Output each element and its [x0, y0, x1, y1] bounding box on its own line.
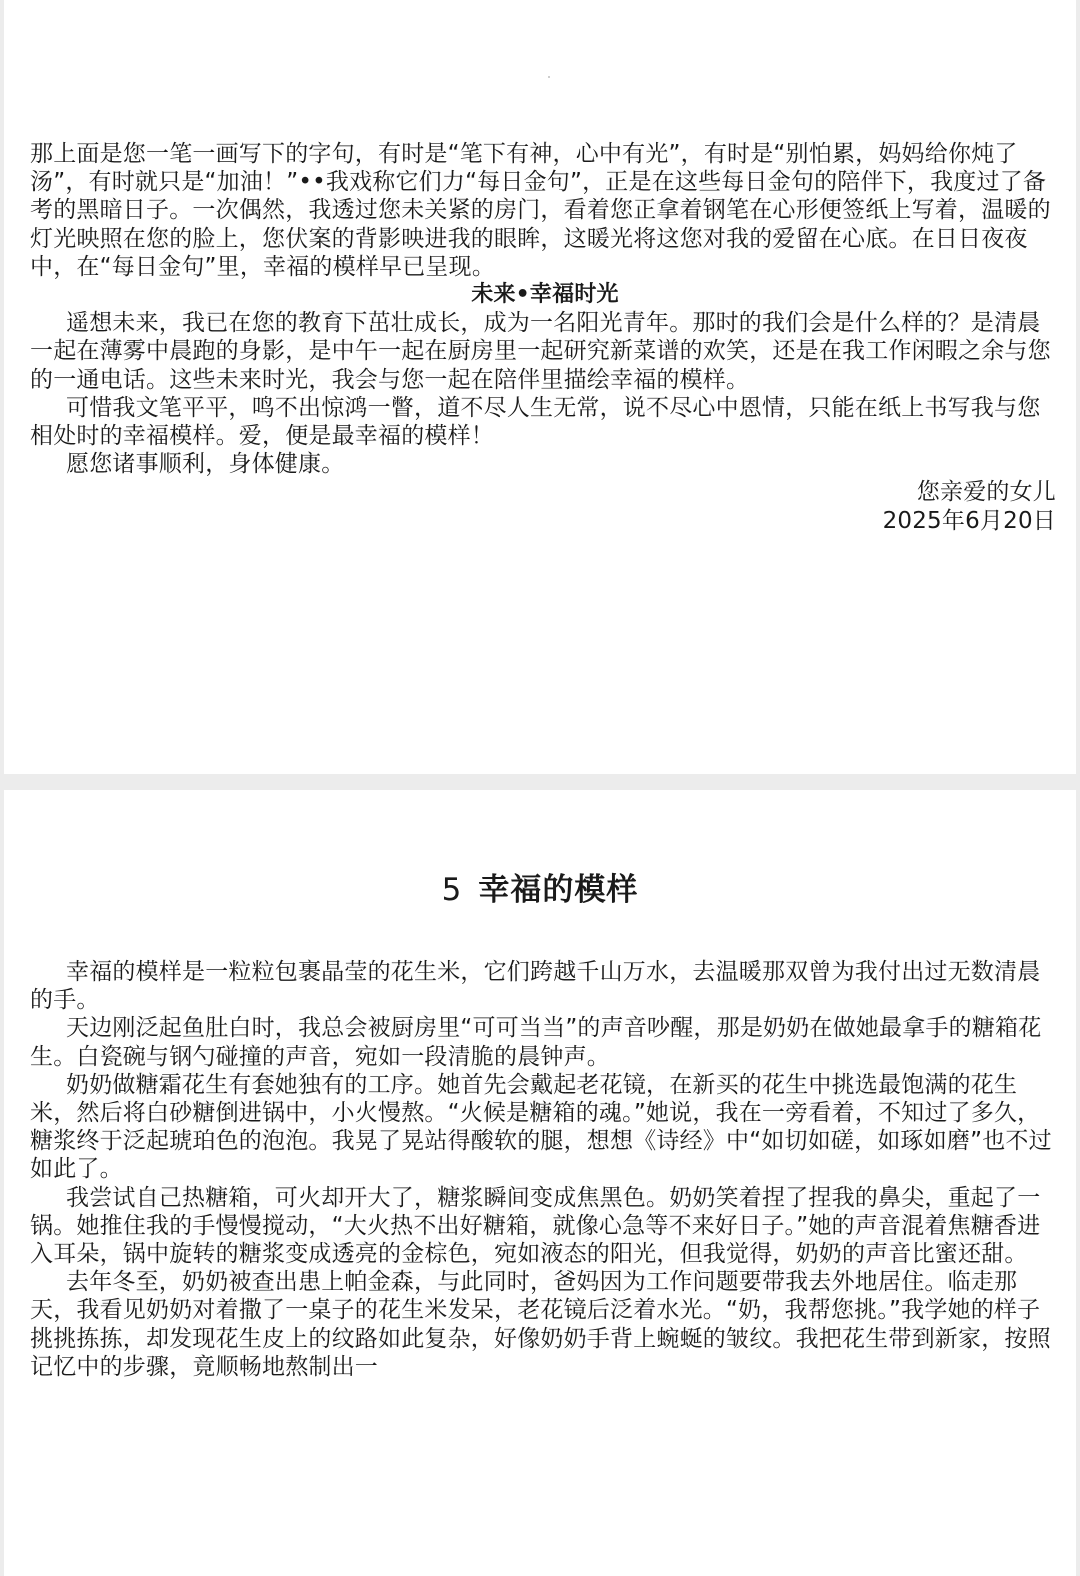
chapter-title-text: 幸福的模样: [478, 872, 639, 908]
signature: 您亲爱的女儿: [916, 479, 1056, 506]
document-page-1: [4, 0, 1076, 774]
letter-body: [30, 140, 1060, 535]
essay-body: [30, 958, 1060, 1381]
paragraph: 我尝试自己热糖箱，可火却开大了，糖浆瞬间变成焦黑色。奶奶笑着捏了捏我的鼻尖，重起了一锅。她推住我的手慢慢搅动，“大火热不出好糖箱，就像心急等不来好日子。”她的声音混着焦糖香进入耳朵，锅中旋转的糖浆变成透亮的金棕色，宛如液态的阳光，但我觉得，奶奶的声音比蜜还甜。: [30, 1184, 1041, 1268]
paragraph: 幸福的模样是一粒粒包裹晶莹的花生米，它们跨越千山万水，去温暖那双曾为我付出过无数清晨的手。: [30, 959, 1041, 1014]
letter-date: 2025年6月20日: [882, 507, 1056, 534]
intro-paragraph: 那上面是您一笔一画写下的字句，有时是“笔下有神，心中有光”，有时是“别怕累，妈妈给你炖了汤”，有时就只是“加油！”••我戏称它们力“每日金句”，正是在这些每日金句的陪伴下，我度过了备考的黑暗日子。一次偶然，我透过您未关紧的房门，看着您正拿着钢笔在心形便签纸上写着，温暖的灯光映照在您的脸上，您伏案的背影映进我的眼眸，这暖光将这您对我的爱留在心底。在日日夜夜中，在“每日金句”里，幸福的模样早已呈现。: [30, 141, 1051, 280]
page-speck: [548, 76, 550, 78]
paragraph: 去年冬至，奶奶被查出患上帕金森，与此同时，爸妈因为工作问题要带我去外地居住。临走那天，我看见奶奶对着撒了一桌子的花生米发呆，老花镜后泛着水光。“奶，我帮您挑。”我学她的样子挑挑拣拣，却发现花生皮上的纹路如此复杂，好像奶奶手背上蜿蜒的皱纹。我把花生带到新家，按照记忆中的步骤，竟顺畅地熬制出一: [30, 1269, 1051, 1380]
chapter-title: [4, 870, 1076, 910]
paragraph: 天边刚泛起鱼肚白时，我总会被厨房里“可可当当”的声音吵醒，那是奶奶在做她最拿手的糖箱花生。白瓷碗与钢勺碰撞的声音，宛如一段清脆的晨钟声。: [30, 1015, 1042, 1070]
section-heading: 未来•幸福时光: [471, 282, 619, 308]
paragraph: 奶奶做糖霜花生有套她独有的工序。她首先会戴起老花镜，在新买的花生中挑选最饱满的花生米，然后将白砂糖倒进锅中，小火慢熬。“火候是糖箱的魂。”她说，我在一旁看着，不知过了多久，糖浆终于泛起琥珀色的泡泡。我晃了晃站得酸软的腿，想想《诗经》中“如切如磋，如琢如磨”也不过如此了。: [30, 1071, 1052, 1183]
chapter-number: 5: [441, 872, 463, 908]
paragraph: 愿您诸事顺利，身体健康。: [66, 451, 345, 478]
document-page-2: [4, 790, 1076, 1576]
paragraph: 遥想未来，我已在您的教育下茁壮成长，成为一名阳光青年。那时的我们会是什么样的？是清晨一起在薄雾中晨跑的身影，是中午一起在厨房里一起研究新菜谱的欢笑，还是在我工作闲暇之余与您的一通电话。这些未来时光，我会与您一起在陪伴里描绘幸福的模样。: [30, 310, 1051, 393]
paragraph: 可惜我文笔平平，鸣不出惊鸿一瞥，道不尽人生无常，说不尽心中恩情，只能在纸上书写我与您相处时的幸福模样。爱，便是最幸福的模样！: [30, 394, 1041, 450]
